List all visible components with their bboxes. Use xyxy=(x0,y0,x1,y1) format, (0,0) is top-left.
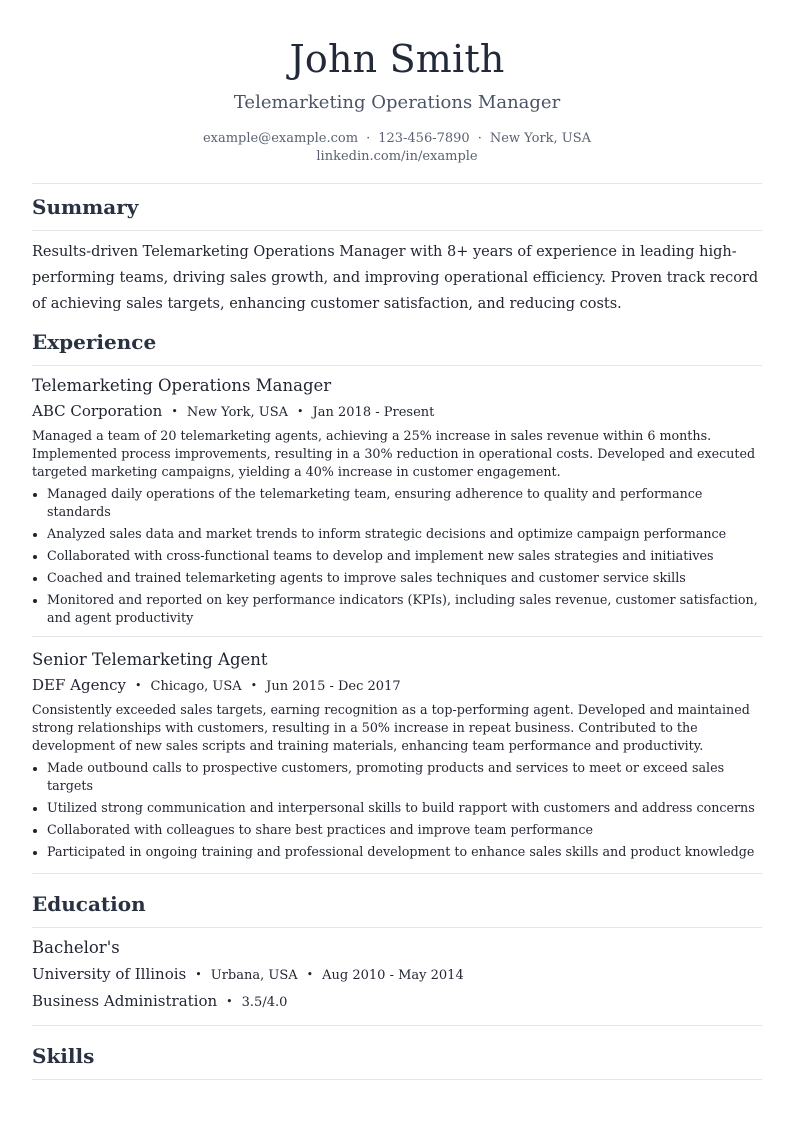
job-location: New York, USA xyxy=(186,405,289,420)
resume-page xyxy=(32,0,762,1080)
summary-section xyxy=(32,195,762,317)
field-of-study: Business Administration xyxy=(32,992,218,1010)
skills-section xyxy=(32,1044,762,1080)
meta-separator: • xyxy=(306,968,314,981)
meta-separator: • xyxy=(226,995,233,1008)
list-item: Made outbound calls to prospective customers, promoting products and services to meet or exceed sales targets xyxy=(32,759,762,795)
job-description: Consistently exceeded sales targets, earning recognition as a top-performing agent. Developed and maintained strong relationships with customers, resulting in a 50% increase in repeat business. Contributed to the development of new sales scripts and training materials, enhancing team performance and productivity. xyxy=(32,702,750,753)
job-title: Senior Telemarketing Agent xyxy=(32,650,268,669)
section-heading-education: Education xyxy=(32,892,146,916)
job-meta xyxy=(32,402,762,422)
summary-text: Results-driven Telemarketing Operations Manager with 8+ years of experience in leading high-performing teams, driving sales growth, and improving operational efficiency. Proven track record of achieving sales targets, enhancing customer satisfaction, and reducing costs. xyxy=(32,244,759,312)
degree-title: Bachelor's xyxy=(32,938,120,957)
list-item: Collaborated with cross-functional teams to develop and implement new sales strategies and initiatives xyxy=(32,547,762,565)
school-location: Urbana, USA xyxy=(210,968,298,983)
meta-separator: • xyxy=(171,405,178,418)
job-location: Chicago, USA xyxy=(150,679,242,694)
divider xyxy=(32,636,762,637)
experience-section xyxy=(32,330,762,874)
job-dates: Jan 2018 - Present xyxy=(312,405,435,420)
candidate-title: Telemarketing Operations Manager xyxy=(233,92,561,113)
job-dates: Jun 2015 - Dec 2017 xyxy=(266,679,401,694)
contact-separator: · xyxy=(366,131,371,146)
section-heading-skills: Skills xyxy=(32,1044,95,1068)
candidate-name: John Smith xyxy=(289,37,505,81)
resume-header xyxy=(32,36,762,166)
contact-info xyxy=(32,130,762,166)
job-meta xyxy=(32,676,762,696)
meta-separator: • xyxy=(195,968,202,981)
location-text: New York, USA xyxy=(489,131,592,146)
divider xyxy=(32,365,762,366)
linkedin-link[interactable]: linkedin.com/in/example xyxy=(316,149,478,164)
experience-item xyxy=(32,650,762,861)
list-item: Monitored and reported on key performance indicators (KPIs), including sales revenue, customer satisfaction, and agent productivity xyxy=(32,591,762,627)
education-dates: Aug 2010 - May 2014 xyxy=(322,968,464,983)
divider xyxy=(32,1079,762,1080)
divider xyxy=(32,230,762,231)
section-heading-summary: Summary xyxy=(32,195,139,219)
education-section xyxy=(32,892,762,1026)
meta-separator: • xyxy=(297,405,304,418)
gpa-value: 3.5/4.0 xyxy=(241,995,288,1010)
section-heading-experience: Experience xyxy=(32,330,157,354)
job-bullets xyxy=(32,485,762,627)
company-name: ABC Corporation xyxy=(32,402,163,420)
field-line xyxy=(32,991,762,1013)
list-item: Utilized strong communication and interpersonal skills to build rapport with customers and address concerns xyxy=(32,799,762,817)
meta-separator: • xyxy=(250,679,258,692)
school-name: University of Illinois xyxy=(32,965,187,983)
company-name: DEF Agency xyxy=(32,676,126,694)
divider xyxy=(32,927,762,928)
contact-line-2 xyxy=(32,148,762,166)
job-title: Telemarketing Operations Manager xyxy=(32,376,332,395)
contact-line-1 xyxy=(32,130,762,148)
list-item: Participated in ongoing training and professional development to enhance sales skills and product knowledge xyxy=(32,843,762,861)
list-item: Analyzed sales data and market trends to inform strategic decisions and optimize campaign performance xyxy=(32,525,762,543)
divider xyxy=(32,1025,762,1026)
job-description: Managed a team of 20 telemarketing agents, achieving a 25% increase in sales revenue within 6 months. Implemented process improvements, resulting in a 30% reduction in operational costs. Developed and executed targeted marketing campaigns, yielding a 40% increase in customer engagement. xyxy=(32,428,756,479)
list-item: Coached and trained telemarketing agents to improve sales techniques and customer service skills xyxy=(32,569,762,587)
meta-separator: • xyxy=(135,679,142,692)
email-link[interactable]: example@example.com xyxy=(202,131,359,146)
school-line xyxy=(32,964,762,986)
experience-item xyxy=(32,376,762,627)
list-item: Collaborated with colleagues to share best practices and improve team performance xyxy=(32,821,762,839)
divider xyxy=(32,873,762,874)
job-bullets xyxy=(32,759,762,861)
divider xyxy=(32,183,762,184)
contact-separator: · xyxy=(477,131,482,146)
list-item: Managed daily operations of the telemarketing team, ensuring adherence to quality and performance standards xyxy=(32,485,762,521)
phone-text: 123-456-7890 xyxy=(378,131,470,146)
